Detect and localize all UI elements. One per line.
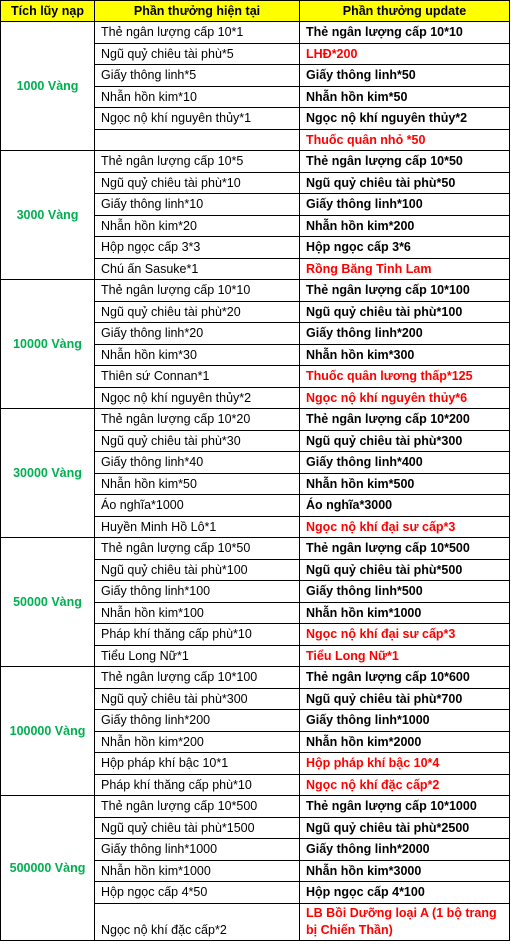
updated-reward-cell: Giấy thông linh*1000 [300, 710, 510, 732]
updated-reward-cell: Ngũ quỷ chiêu tài phù*500 [300, 559, 510, 581]
table-row [1, 280, 510, 302]
current-reward-cell: Thẻ ngân lượng cấp 10*10 [95, 280, 300, 302]
updated-reward-cell: Thẻ ngân lượng cấp 10*500 [300, 538, 510, 560]
tier-label: 30000 Vàng [1, 409, 95, 538]
current-reward-cell: Ngũ quỷ chiêu tài phù*5 [95, 43, 300, 65]
updated-reward-cell: Thẻ ngân lượng cấp 10*600 [300, 667, 510, 689]
current-reward-cell: Giấy thông linh*200 [95, 710, 300, 732]
updated-reward-cell: Thẻ ngân lượng cấp 10*100 [300, 280, 510, 302]
tier-label: 100000 Vàng [1, 667, 95, 796]
tier-label: 10000 Vàng [1, 280, 95, 409]
updated-reward-cell: Ngũ quỷ chiêu tài phù*300 [300, 430, 510, 452]
header-current-reward: Phần thưởng hiện tại [95, 1, 300, 22]
updated-reward-cell: Ngọc nộ khí đại sư cấp*3 [300, 516, 510, 538]
current-reward-cell: Pháp khí thăng cấp phù*10 [95, 624, 300, 646]
updated-reward-cell: Hộp ngọc cấp 3*6 [300, 237, 510, 259]
current-reward-cell: Nhẫn hồn kim*1000 [95, 860, 300, 882]
updated-reward-cell: Thẻ ngân lượng cấp 10*50 [300, 151, 510, 173]
header-row [1, 1, 510, 22]
updated-reward-cell: Ngọc nộ khí nguyên thủy*6 [300, 387, 510, 409]
updated-reward-cell: Hộp ngọc cấp 4*100 [300, 882, 510, 904]
table-row [1, 151, 510, 173]
updated-reward-cell: Áo nghĩa*3000 [300, 495, 510, 517]
updated-reward-cell: Ngũ quỷ chiêu tài phù*50 [300, 172, 510, 194]
updated-reward-cell: Ngọc nộ khí đặc cấp*2 [300, 774, 510, 796]
updated-reward-cell: LB Bồi Dưỡng loại A (1 bộ trang bị Chiến Thần) [300, 903, 510, 940]
current-reward-cell: Ngũ quỷ chiêu tài phù*30 [95, 430, 300, 452]
updated-reward-cell: Ngọc nộ khí nguyên thủy*2 [300, 108, 510, 130]
updated-reward-cell: Nhẫn hồn kim*200 [300, 215, 510, 237]
updated-reward-cell: Nhẫn hồn kim*300 [300, 344, 510, 366]
current-reward-cell: Chú ấn Sasuke*1 [95, 258, 300, 280]
current-reward-cell: Ngọc nộ khí nguyên thủy*2 [95, 387, 300, 409]
current-reward-cell: Ngũ quỷ chiêu tài phù*20 [95, 301, 300, 323]
current-reward-cell: Ngọc nộ khí đặc cấp*2 [95, 903, 300, 940]
current-reward-cell: Ngũ quỷ chiêu tài phù*10 [95, 172, 300, 194]
updated-reward-cell: Nhẫn hồn kim*1000 [300, 602, 510, 624]
table-row [1, 667, 510, 689]
updated-reward-cell: Nhẫn hồn kim*3000 [300, 860, 510, 882]
updated-reward-cell: Ngũ quỷ chiêu tài phù*700 [300, 688, 510, 710]
updated-reward-cell: Ngọc nộ khí đại sư cấp*3 [300, 624, 510, 646]
current-reward-cell: Hộp ngọc cấp 3*3 [95, 237, 300, 259]
updated-reward-cell: Giấy thông linh*400 [300, 452, 510, 474]
tier-label: 3000 Vàng [1, 151, 95, 280]
current-reward-cell: Giấy thông linh*100 [95, 581, 300, 603]
tier-label: 50000 Vàng [1, 538, 95, 667]
current-reward-cell: Nhẫn hồn kim*50 [95, 473, 300, 495]
updated-reward-cell: Thuốc quân nhỏ *50 [300, 129, 510, 151]
updated-reward-cell: Nhẫn hồn kim*50 [300, 86, 510, 108]
table-row [1, 538, 510, 560]
header-updated-reward: Phần thưởng update [300, 1, 510, 22]
updated-reward-cell: Tiểu Long Nữ*1 [300, 645, 510, 667]
updated-reward-cell: Hộp pháp khí bậc 10*4 [300, 753, 510, 775]
current-reward-cell: Giấy thông linh*10 [95, 194, 300, 216]
updated-reward-cell: Giấy thông linh*2000 [300, 839, 510, 861]
current-reward-cell: Áo nghĩa*1000 [95, 495, 300, 517]
current-reward-cell: Nhẫn hồn kim*10 [95, 86, 300, 108]
current-reward-cell: Thẻ ngân lượng cấp 10*1 [95, 22, 300, 44]
tier-label: 500000 Vàng [1, 796, 95, 941]
current-reward-cell: Hộp pháp khí bậc 10*1 [95, 753, 300, 775]
current-reward-cell: Giấy thông linh*20 [95, 323, 300, 345]
updated-reward-cell: Thẻ ngân lượng cấp 10*200 [300, 409, 510, 431]
header-tier: Tích lũy nạp [1, 1, 95, 22]
current-reward-cell: Nhẫn hồn kim*200 [95, 731, 300, 753]
updated-reward-cell: Ngũ quỷ chiêu tài phù*100 [300, 301, 510, 323]
current-reward-cell: Ngọc nộ khí nguyên thủy*1 [95, 108, 300, 130]
current-reward-cell: Thiên sứ Connan*1 [95, 366, 300, 388]
current-reward-cell: Huyền Minh Hồ Lô*1 [95, 516, 300, 538]
current-reward-cell: Ngũ quỷ chiêu tài phù*300 [95, 688, 300, 710]
current-reward-cell [95, 129, 300, 151]
reward-table-body [1, 22, 510, 941]
updated-reward-cell: Giấy thông linh*100 [300, 194, 510, 216]
table-row [1, 22, 510, 44]
current-reward-cell: Ngũ quỷ chiêu tài phù*1500 [95, 817, 300, 839]
current-reward-cell: Thẻ ngân lượng cấp 10*20 [95, 409, 300, 431]
current-reward-cell: Giấy thông linh*5 [95, 65, 300, 87]
current-reward-cell: Thẻ ngân lượng cấp 10*500 [95, 796, 300, 818]
current-reward-cell: Giấy thông linh*1000 [95, 839, 300, 861]
table-row [1, 409, 510, 431]
current-reward-cell: Nhẫn hồn kim*100 [95, 602, 300, 624]
updated-reward-cell: Rồng Băng Tinh Lam [300, 258, 510, 280]
updated-reward-cell: Nhẫn hồn kim*500 [300, 473, 510, 495]
current-reward-cell: Thẻ ngân lượng cấp 10*50 [95, 538, 300, 560]
table-row [1, 796, 510, 818]
current-reward-cell: Pháp khí thăng cấp phù*10 [95, 774, 300, 796]
current-reward-cell: Nhẫn hồn kim*20 [95, 215, 300, 237]
current-reward-cell: Ngũ quỷ chiêu tài phù*100 [95, 559, 300, 581]
current-reward-cell: Nhẫn hồn kim*30 [95, 344, 300, 366]
updated-reward-cell: Giấy thông linh*500 [300, 581, 510, 603]
tier-label: 1000 Vàng [1, 22, 95, 151]
updated-reward-cell: Ngũ quỷ chiêu tài phù*2500 [300, 817, 510, 839]
updated-reward-cell: Thẻ ngân lượng cấp 10*1000 [300, 796, 510, 818]
updated-reward-cell: Thuốc quân lương thấp*125 [300, 366, 510, 388]
updated-reward-cell: Nhẫn hồn kim*2000 [300, 731, 510, 753]
current-reward-cell: Thẻ ngân lượng cấp 10*5 [95, 151, 300, 173]
updated-reward-cell: Giấy thông linh*200 [300, 323, 510, 345]
current-reward-cell: Giấy thông linh*40 [95, 452, 300, 474]
updated-reward-cell: LHĐ*200 [300, 43, 510, 65]
current-reward-cell: Tiểu Long Nữ*1 [95, 645, 300, 667]
updated-reward-cell: Giấy thông linh*50 [300, 65, 510, 87]
updated-reward-cell: Thẻ ngân lượng cấp 10*10 [300, 22, 510, 44]
current-reward-cell: Thẻ ngân lượng cấp 10*100 [95, 667, 300, 689]
current-reward-cell: Hộp ngọc cấp 4*50 [95, 882, 300, 904]
